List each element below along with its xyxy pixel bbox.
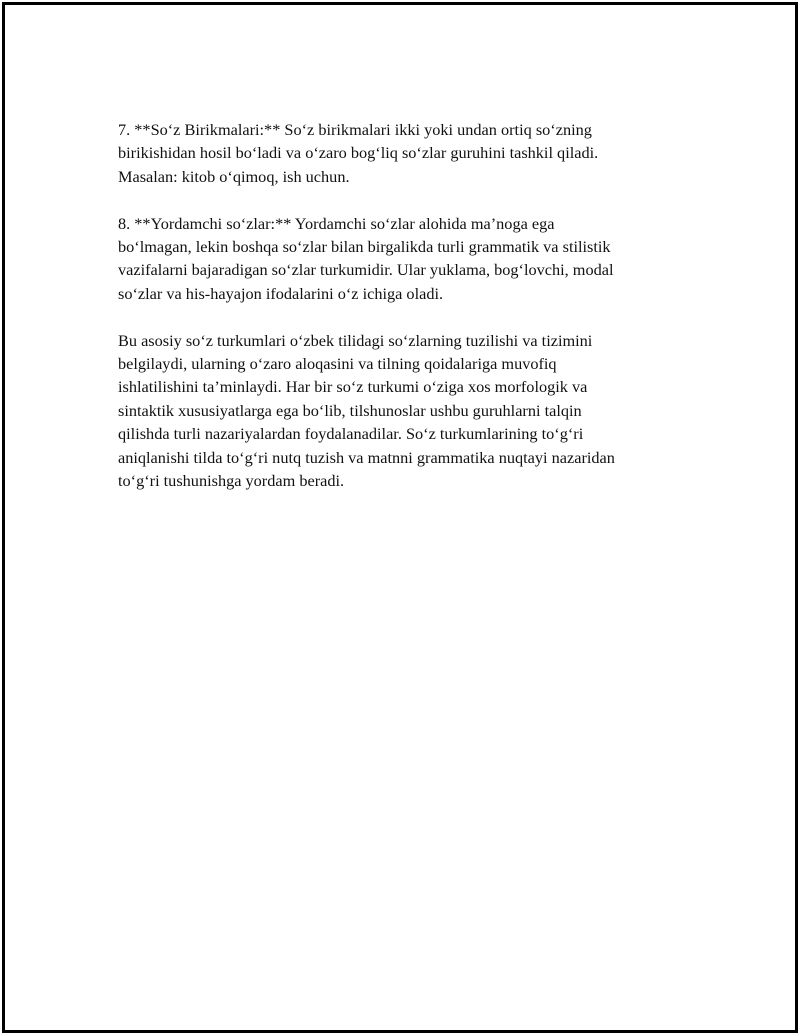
text-line: Masalan: kitob o‘qimoq, ish uchun. <box>118 166 350 186</box>
text-line: sintaktik xususiyatlarga ega bo‘lib, tilshunoslar ushbu guruhlarni talqin <box>118 400 582 420</box>
text-line: qilishda turli nazariyalardan foydalanadilar. So‘z turkumlarining to‘g‘ri <box>118 424 584 444</box>
text-line: birikishidan hosil bo‘ladi va o‘zaro bog‘liq so‘zlar guruhini tashkil qiladi. <box>118 143 599 163</box>
text-line: aniqlanishi tilda to‘g‘ri nutq tuzish va matnni grammatika nuqtayi nazaridan <box>118 447 615 467</box>
text-line: Bu asosiy so‘z turkumlari o‘zbek tilidagi so‘zlarning tuzilishi va tizimini <box>118 330 593 350</box>
text-line: vazifalarni bajaradigan so‘zlar turkumidir. Ular yuklama, bog‘lovchi, modal <box>118 260 614 280</box>
text-line: 7. **So‘z Birikmalari:** So‘z birikmalari ikki yoki undan ortiq so‘zning <box>118 120 592 139</box>
document-body <box>118 118 688 516</box>
text-line: belgilaydi, ularning o‘zaro aloqasini va tilning qoidalariga muvofiq <box>118 354 557 374</box>
text-line: 8. **Yordamchi so‘zlar:** Yordamchi so‘zlar alohida ma’noga ega <box>118 213 555 233</box>
paragraph-conclusion <box>118 329 688 493</box>
text-line: ishlatilishini ta’minlaydi. Har bir so‘z turkumi o‘ziga xos morfologik va <box>118 377 588 397</box>
paragraph-yordamchi-sozlar <box>118 212 688 306</box>
text-line: bo‘lmagan, lekin boshqa so‘zlar bilan birgalikda turli grammatik va stilistik <box>118 237 611 257</box>
text-line: to‘g‘ri tushunishga yordam beradi. <box>118 471 345 491</box>
text-line: so‘zlar va his-hayajon ifodalarini o‘z ichiga oladi. <box>118 283 444 303</box>
paragraph-soz-birikmalari <box>118 118 688 188</box>
